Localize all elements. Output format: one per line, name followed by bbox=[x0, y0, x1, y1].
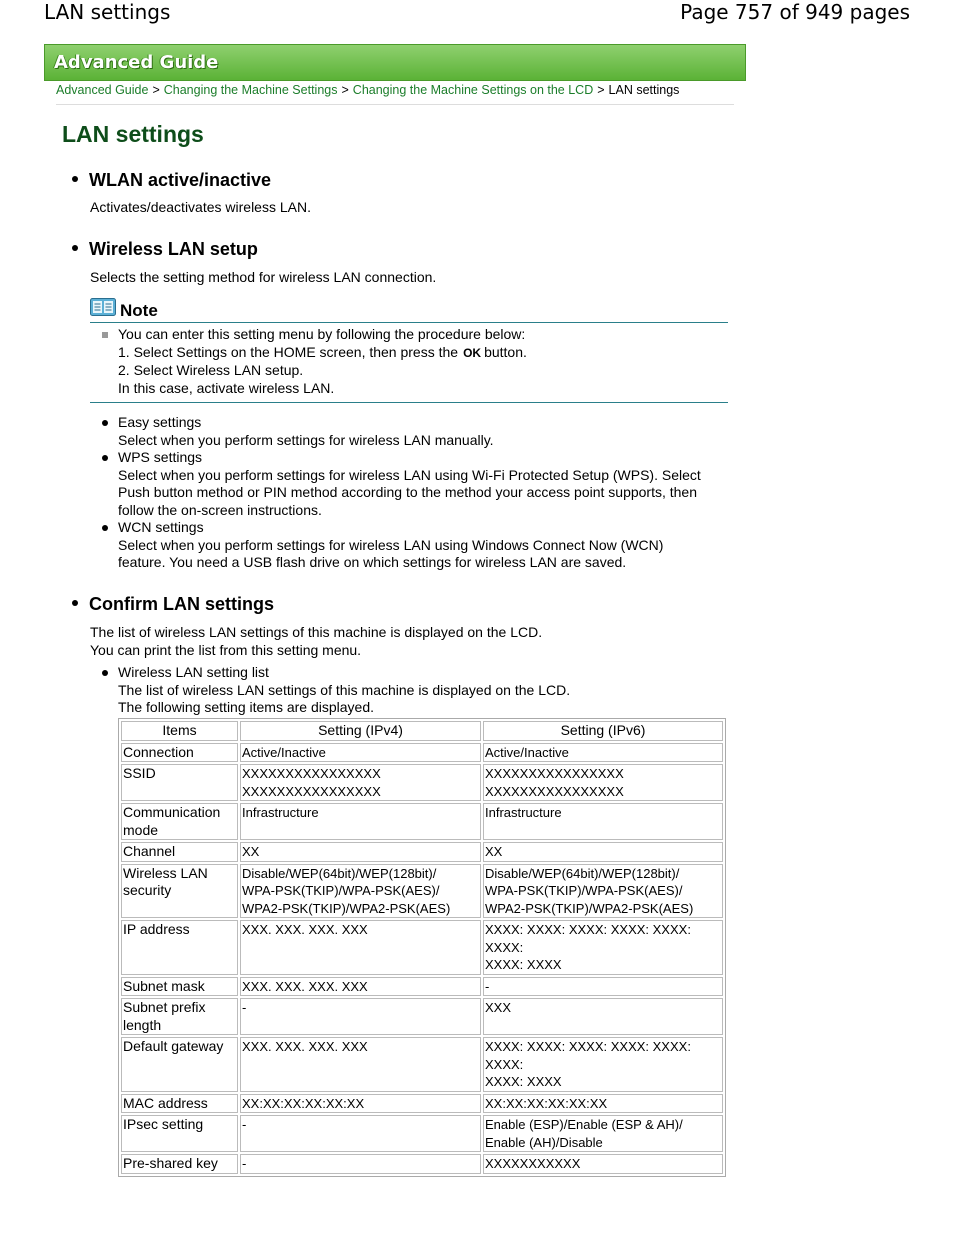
breadcrumb-separator: > bbox=[152, 83, 160, 97]
breadcrumb-separator: > bbox=[341, 83, 349, 97]
list-item-title: Wireless LAN setting list bbox=[118, 664, 269, 680]
table-row bbox=[121, 764, 723, 801]
settings-table bbox=[118, 718, 726, 1177]
header-title: LAN settings bbox=[44, 0, 171, 24]
breadcrumb-current: LAN settings bbox=[608, 83, 680, 97]
value-cell: XXXXXXXXXXXXXXXX XXXXXXXXXXXXXXXX bbox=[240, 764, 481, 801]
table-header-row bbox=[121, 721, 723, 741]
value-cell: XXXXXXXXXXX bbox=[483, 1154, 723, 1174]
list-item-text: Select when you perform settings for wireless LAN using Wi-Fi Protected Setup (WPS). Select bbox=[118, 466, 701, 483]
value-cell: XX:XX:XX:XX:XX:XX bbox=[240, 1094, 481, 1114]
list-item-title: Easy settings bbox=[118, 414, 202, 430]
table-row bbox=[121, 920, 723, 975]
table-row bbox=[121, 1154, 723, 1174]
row-label-cell: IPsec setting bbox=[121, 1115, 238, 1152]
value-cell: XX bbox=[240, 842, 481, 862]
note-line: You can enter this setting menu by following the procedure below: bbox=[118, 326, 526, 342]
bullet-icon bbox=[102, 525, 108, 531]
divider bbox=[56, 104, 734, 105]
list-item-text: The list of wireless LAN settings of this machine is displayed on the LCD. bbox=[118, 681, 571, 698]
section-wlan-heading bbox=[72, 170, 271, 191]
value-cell: XXX. XXX. XXX. XXX bbox=[240, 1037, 481, 1092]
value-cell: Infrastructure bbox=[483, 803, 723, 840]
row-label-cell: IP address bbox=[121, 920, 238, 975]
row-label-cell: MAC address bbox=[121, 1094, 238, 1114]
list-item bbox=[118, 519, 663, 572]
section-setup-heading bbox=[72, 239, 258, 260]
row-label-cell: SSID bbox=[121, 764, 238, 801]
column-header: Items bbox=[121, 721, 238, 741]
table-row bbox=[121, 998, 723, 1035]
table-row bbox=[121, 977, 723, 997]
value-cell: XXXX: XXXX: XXXX: XXXX: XXXX: XXXX: XXXX: XXXX bbox=[483, 1037, 723, 1092]
note-line: In this case, activate wireless LAN. bbox=[118, 379, 335, 396]
note-step-1-suffix: button. bbox=[484, 343, 527, 360]
table-row bbox=[121, 803, 723, 840]
table-row bbox=[121, 864, 723, 919]
list-item-text: Push button method or PIN method according to the method your access point supports, then bbox=[118, 484, 698, 500]
bullet-icon bbox=[72, 245, 78, 251]
banner-label: Advanced Guide bbox=[54, 52, 219, 73]
breadcrumb-link-machine-settings[interactable]: Changing the Machine Settings bbox=[163, 83, 338, 97]
list-item-title: WCN settings bbox=[118, 519, 204, 535]
row-label-cell: Default gateway bbox=[121, 1037, 238, 1092]
square-bullet-icon bbox=[102, 332, 108, 338]
note-header bbox=[90, 296, 728, 323]
row-label-cell: Wireless LAN security bbox=[121, 864, 238, 919]
value-cell: Enable (ESP)/Enable (ESP & AH)/ Enable (AH)/Disable bbox=[483, 1115, 723, 1152]
value-cell: XXXX: XXXX: XXXX: XXXX: XXXX: XXXX: XXXX: XXXX bbox=[483, 920, 723, 975]
table-row bbox=[121, 1115, 723, 1152]
value-cell: Active/Inactive bbox=[483, 743, 723, 763]
breadcrumb bbox=[56, 83, 679, 97]
value-cell: - bbox=[240, 998, 481, 1035]
list-item bbox=[118, 664, 570, 717]
bullet-icon bbox=[102, 420, 108, 426]
note-title: Note bbox=[120, 301, 158, 320]
breadcrumb-link-advanced-guide[interactable]: Advanced Guide bbox=[56, 83, 149, 97]
note-step-1-text: 1. Select Settings on the HOME screen, then press the bbox=[118, 343, 459, 360]
row-label-cell: Subnet mask bbox=[121, 977, 238, 997]
section-confirm-title: Confirm LAN settings bbox=[89, 594, 275, 614]
page-title: LAN settings bbox=[62, 121, 204, 147]
note-body bbox=[118, 326, 527, 397]
section-wlan-title: WLAN active/inactive bbox=[89, 170, 272, 190]
section-confirm-heading bbox=[72, 594, 274, 615]
note-step-2: 2. Select Wireless LAN setup. bbox=[118, 362, 304, 378]
row-label-cell: Channel bbox=[121, 842, 238, 862]
note-step-1 bbox=[118, 344, 527, 363]
advanced-guide-banner bbox=[44, 44, 746, 81]
value-cell: XX:XX:XX:XX:XX:XX bbox=[483, 1094, 723, 1114]
section-setup-desc: Selects the setting method for wireless LAN connection. bbox=[90, 269, 437, 285]
breadcrumb-separator: > bbox=[597, 83, 605, 97]
value-cell: XXXXXXXXXXXXXXXX XXXXXXXXXXXXXXXX bbox=[483, 764, 723, 801]
table-row bbox=[121, 1037, 723, 1092]
book-icon bbox=[90, 298, 116, 316]
section-confirm-line: The list of wireless LAN settings of this machine is displayed on the LCD. bbox=[90, 624, 543, 640]
list-item-text: follow the on-screen instructions. bbox=[118, 501, 322, 518]
bullet-icon bbox=[102, 670, 108, 676]
bullet-icon bbox=[72, 176, 78, 182]
column-header: Setting (IPv6) bbox=[483, 721, 723, 741]
row-label-cell: Communication mode bbox=[121, 803, 238, 840]
value-cell: Disable/WEP(64bit)/WEP(128bit)/ WPA-PSK(TKIP)/WPA-PSK(AES)/ WPA2-PSK(TKIP)/WPA2-PSK(AES) bbox=[483, 864, 723, 919]
section-confirm-desc bbox=[90, 624, 542, 659]
value-cell: XX bbox=[483, 842, 723, 862]
list-item-text: Select when you perform settings for wireless LAN using Windows Connect Now (WCN) bbox=[118, 536, 664, 553]
value-cell: XXX. XXX. XXX. XXX bbox=[240, 977, 481, 997]
column-header: Setting (IPv4) bbox=[240, 721, 481, 741]
value-cell: - bbox=[240, 1154, 481, 1174]
table-row bbox=[121, 1094, 723, 1114]
value-cell: XXX. XXX. XXX. XXX bbox=[240, 920, 481, 975]
page-number: Page 757 of 949 pages bbox=[680, 0, 910, 24]
value-cell: XXX bbox=[483, 998, 723, 1035]
table-row bbox=[121, 743, 723, 763]
list-item bbox=[118, 414, 494, 449]
bullet-icon bbox=[102, 455, 108, 461]
value-cell: - bbox=[483, 977, 723, 997]
value-cell: - bbox=[240, 1115, 481, 1152]
list-item bbox=[118, 449, 701, 519]
list-item-text: feature. You need a USB flash drive on which settings for wireless LAN are saved. bbox=[118, 554, 627, 570]
row-label-cell: Connection bbox=[121, 743, 238, 763]
row-label-cell: Subnet prefix length bbox=[121, 998, 238, 1035]
value-cell: Infrastructure bbox=[240, 803, 481, 840]
table-row bbox=[121, 842, 723, 862]
row-label-cell: Pre-shared key bbox=[121, 1154, 238, 1174]
breadcrumb-link-lcd-settings[interactable]: Changing the Machine Settings on the LCD bbox=[352, 83, 594, 97]
ok-button-label: OK bbox=[463, 345, 482, 360]
section-confirm-line: You can print the list from this setting menu. bbox=[90, 641, 362, 658]
list-item-text: The following setting items are displayed. bbox=[118, 699, 375, 715]
list-item-title: WPS settings bbox=[118, 449, 203, 465]
section-setup-title: Wireless LAN setup bbox=[89, 239, 258, 259]
list-item-text: Select when you perform settings for wireless LAN manually. bbox=[118, 431, 494, 448]
value-cell: Disable/WEP(64bit)/WEP(128bit)/ WPA-PSK(TKIP)/WPA-PSK(AES)/ WPA2-PSK(TKIP)/WPA2-PSK(AES) bbox=[240, 864, 481, 919]
value-cell: Active/Inactive bbox=[240, 743, 481, 763]
bullet-icon bbox=[72, 600, 78, 606]
section-wlan-desc: Activates/deactivates wireless LAN. bbox=[90, 199, 311, 215]
divider bbox=[90, 402, 728, 403]
